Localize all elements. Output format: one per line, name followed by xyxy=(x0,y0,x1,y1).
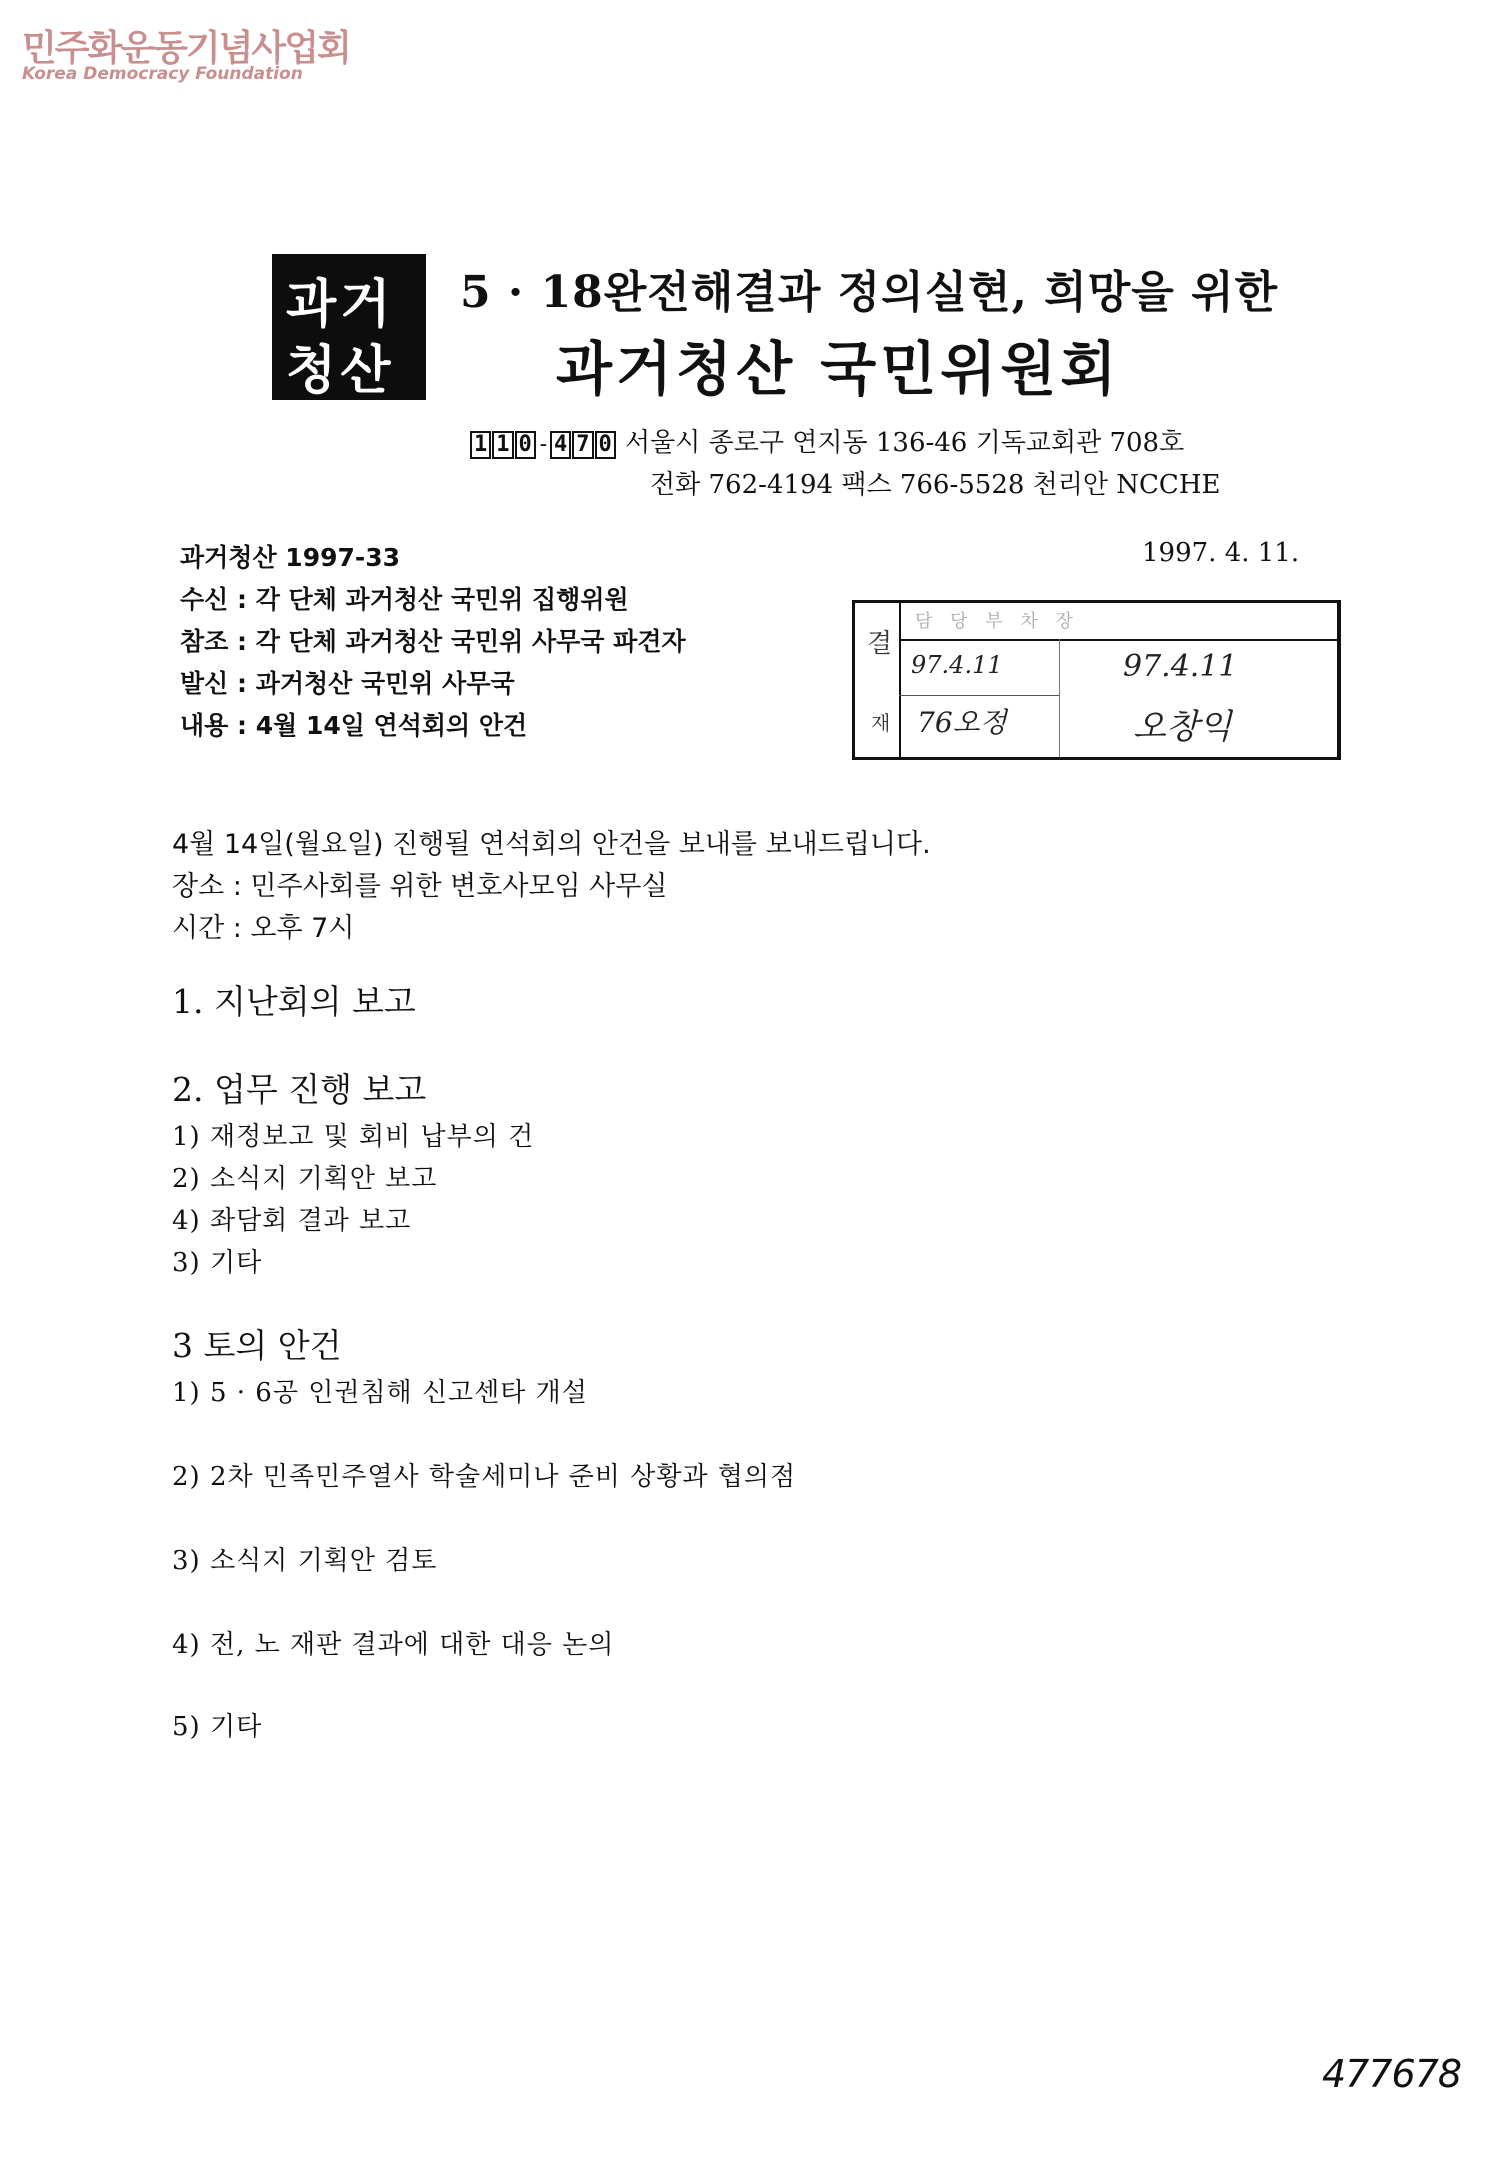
stamp-label-top: 결 xyxy=(867,629,893,659)
section-heading: 2. 업무 진행 보고 xyxy=(172,1070,427,1109)
list-item: 2) 2차 민족민주열사 학술세미나 준비 상황과 협의점 xyxy=(172,1462,797,1492)
stamp-signature-left: 76오정 xyxy=(917,706,1007,739)
watermark-english: Korea Democracy Foundation xyxy=(22,64,303,84)
organization-logo xyxy=(272,254,426,400)
list-item: 1) 5 · 6공 인권침해 신고센타 개설 xyxy=(172,1378,588,1408)
meeting-time: 시간 : 오후 7시 xyxy=(172,913,355,944)
stamp-divider xyxy=(1059,639,1060,757)
subject-line: 내용 : 4월 14일 연석회의 안건 xyxy=(180,711,528,740)
list-item: 3) 소식지 기획안 검토 xyxy=(172,1546,438,1576)
approval-stamp-box xyxy=(852,600,1341,760)
postal-digit: 0 xyxy=(515,431,536,459)
postal-digit: 1 xyxy=(470,431,491,459)
page-number: 477678 xyxy=(1322,2052,1462,2096)
section-heading: 3 토의 안건 xyxy=(172,1326,342,1365)
organization-name: 과거청산 국민위원회 xyxy=(556,335,1121,403)
list-item: 3) 기타 xyxy=(172,1248,263,1278)
stamp-divider xyxy=(899,639,1337,641)
list-item: 1) 재정보고 및 회비 납부의 건 xyxy=(172,1122,535,1152)
intro-line: 4월 14일(월요일) 진행될 연석회의 안건을 보내를 보내드립니다. xyxy=(172,829,931,860)
stamp-date-left: 97.4.11 xyxy=(911,651,1003,679)
address-text: 서울시 종로구 연지동 136-46 기독교회관 708호 xyxy=(625,428,1185,458)
watermark-korean: 민주화운동기념사업회 xyxy=(22,28,350,69)
recipient-line: 수신 : 각 단체 과거청산 국민위 집행위원 xyxy=(180,585,629,614)
sender-line: 발신 : 과거청산 국민위 사무국 xyxy=(180,669,515,698)
postal-digit: 1 xyxy=(492,431,513,459)
stamp-divider xyxy=(899,695,1059,696)
stamp-label-bottom: 재 xyxy=(871,711,891,735)
stamp-header: 담 당 부 차 장 xyxy=(915,611,1079,632)
stamp-date-right: 97.4.11 xyxy=(1123,649,1238,684)
meeting-place: 장소 : 민주사회를 위한 변호사모임 사무실 xyxy=(172,871,668,902)
reference-line: 참조 : 각 단체 과거청산 국민위 사무국 파견자 xyxy=(180,627,686,656)
postal-digit: 4 xyxy=(550,431,571,459)
postal-digit: 7 xyxy=(572,431,593,459)
list-item: 4) 좌담회 결과 보고 xyxy=(172,1206,412,1236)
list-item: 5) 기타 xyxy=(172,1712,263,1742)
section-heading: 1. 지난회의 보고 xyxy=(172,982,416,1021)
document-date: 1997. 4. 11. xyxy=(1142,538,1300,568)
stamp-signature-right: 오창익 xyxy=(1133,707,1232,747)
letterhead-subtitle: 5 · 18완전해결과 정의실현, 희망을 위한 xyxy=(460,267,1279,318)
address-line xyxy=(470,422,1184,459)
contact-line: 전화 762-4194 팩스 766-5528 천리안 NCCHE xyxy=(650,470,1221,500)
logo-line-2: 청산 xyxy=(286,341,395,401)
postal-code: 1 1 0 - 4 7 0 xyxy=(470,431,617,459)
list-item: 4) 전, 노 재판 결과에 대한 대응 논의 xyxy=(172,1630,615,1660)
stamp-divider xyxy=(899,603,901,757)
document-number: 과거청산 1997-33 xyxy=(180,543,401,572)
logo-line-1: 과거 xyxy=(286,275,395,335)
list-item: 2) 소식지 기획안 보고 xyxy=(172,1164,438,1194)
postal-digit: 0 xyxy=(595,431,616,459)
